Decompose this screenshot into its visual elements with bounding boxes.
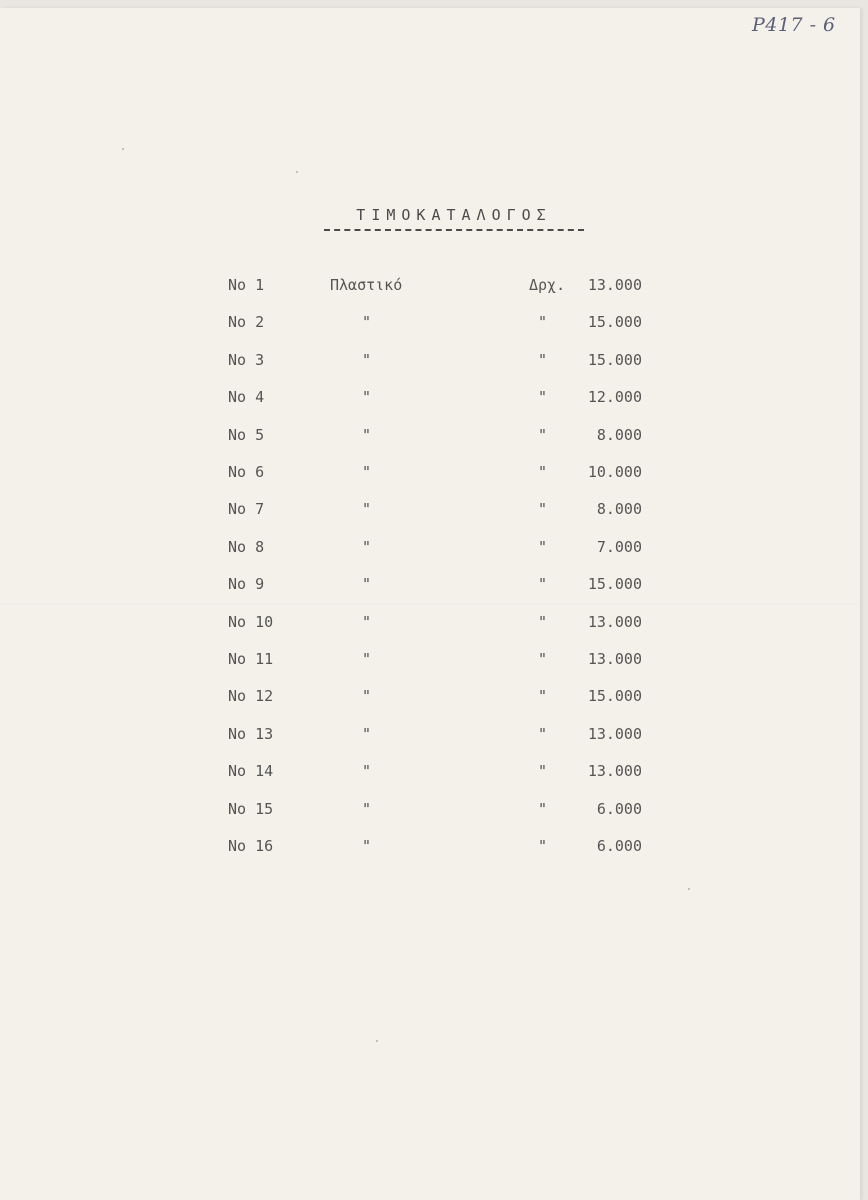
ditto-mark: " [538,837,548,855]
ditto-mark: " [538,425,548,444]
ditto-mark: " [538,537,548,556]
price-row [0,426,868,456]
item-price: 6.000 [596,837,642,855]
ditto-mark: " [362,313,372,332]
currency-label: Δρχ. [529,276,566,294]
ditto-mark: " [362,500,372,519]
ditto-mark: " [362,425,372,444]
item-number: No 8 [228,537,265,556]
item-price: 8.000 [596,500,642,519]
paper-speck [376,1040,378,1042]
ditto-mark: " [362,575,372,594]
ditto-mark: " [538,575,548,594]
price-row [0,725,868,755]
price-row [0,313,868,343]
price-row [0,613,868,643]
ditto-mark: " [362,687,372,706]
ditto-mark: " [538,650,548,668]
ditto-mark: " [538,463,548,481]
ditto-mark: " [362,724,372,743]
item-number: No 7 [228,500,265,519]
ditto-mark: " [538,612,548,631]
price-row [0,800,868,830]
price-row [0,538,868,568]
ditto-mark: " [362,463,372,481]
ditto-mark: " [538,762,548,781]
item-description: Πλαστικό [330,276,403,294]
ditto-mark: " [362,388,372,407]
title-underline [324,229,584,231]
item-number: No 14 [228,762,274,781]
price-row [0,388,868,418]
archive-reference: P417 - 6 [752,14,836,36]
item-number: No 9 [228,575,265,594]
item-number: No 3 [228,350,265,369]
item-price: 13.000 [587,276,642,294]
ditto-mark: " [362,350,372,369]
page-title: ΤΙΜΟΚΑΤΑΛΟΓΟΣ [356,206,552,224]
item-price: 15.000 [587,687,642,706]
item-number: No 4 [228,388,265,407]
item-price: 10.000 [587,463,642,481]
item-price: 8.000 [596,425,642,444]
ditto-mark: " [538,313,548,332]
item-price: 6.000 [596,799,642,818]
ditto-mark: " [538,724,548,743]
price-row [0,650,868,680]
item-number: No 10 [228,612,274,631]
item-price: 15.000 [587,575,642,594]
item-number: No 16 [228,837,274,855]
price-row [0,463,868,493]
price-row [0,276,868,306]
ditto-mark: " [362,537,372,556]
ditto-mark: " [538,388,548,407]
item-number: No 11 [228,650,274,668]
price-row [0,687,868,717]
item-number: No 6 [228,463,265,481]
price-row [0,837,868,867]
item-number: No 15 [228,799,274,818]
item-price: 13.000 [587,612,642,631]
item-number: No 12 [228,687,274,706]
item-price: 13.000 [587,762,642,781]
item-price: 15.000 [587,350,642,369]
price-row [0,351,868,381]
ditto-mark: " [362,650,372,668]
item-price: 12.000 [587,388,642,407]
item-price: 7.000 [596,537,642,556]
price-row [0,762,868,792]
ditto-mark: " [538,799,548,818]
item-price: 13.000 [587,650,642,668]
ditto-mark: " [362,612,372,631]
ditto-mark: " [538,687,548,706]
item-price: 15.000 [587,313,642,332]
ditto-mark: " [362,799,372,818]
paper-speck [122,148,124,150]
item-number: No 1 [228,276,265,294]
paper-speck [296,171,298,173]
item-number: No 13 [228,724,274,743]
ditto-mark: " [362,837,372,855]
ditto-mark: " [538,350,548,369]
price-row [0,575,868,605]
paper-speck [688,888,690,890]
item-number: No 5 [228,425,265,444]
ditto-mark: " [362,762,372,781]
ditto-mark: " [538,500,548,519]
price-row [0,500,868,530]
item-price: 13.000 [587,724,642,743]
item-number: No 2 [228,313,265,332]
